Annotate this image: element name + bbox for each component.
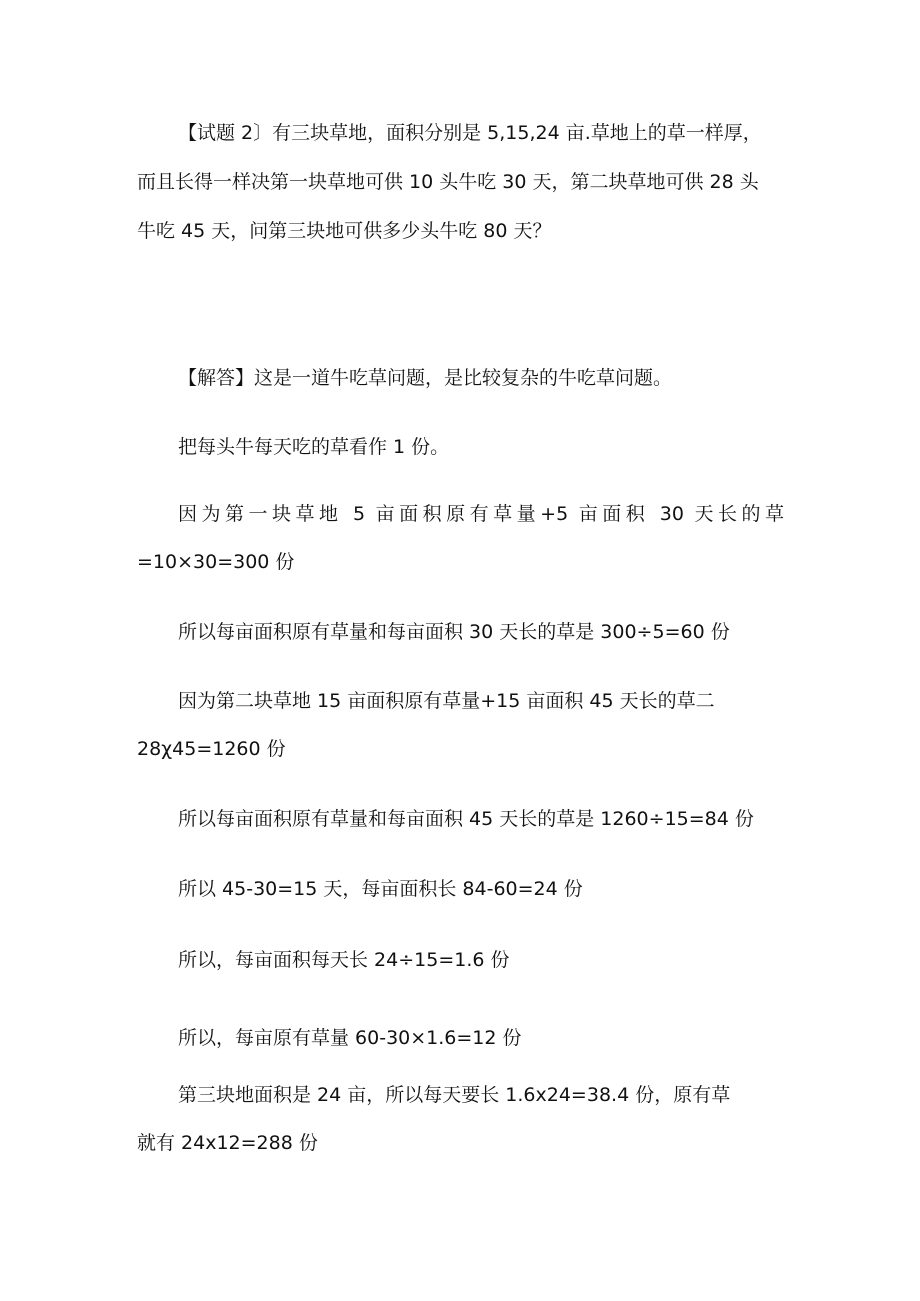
answer-step-5: 所以每亩面积原有草量和每亩面积 45 天长的草是 1260÷15=84 份 — [178, 808, 754, 830]
answer-intro: 【解答】这是一道牛吃草问题，是比较复杂的牛吃草问题。 — [178, 367, 673, 389]
answer-step-1: 把每头牛每天吃的草看作 1 份。 — [178, 436, 450, 458]
answer-step-4-line-2: 28χ45=1260 份 — [137, 738, 286, 760]
answer-step-8: 所以，每亩原有草量 60-30×1.6=12 份 — [178, 1027, 522, 1049]
answer-step-9-line-2: 就有 24x12=288 份 — [137, 1132, 318, 1154]
problem-line-1: 【试题 2〕有三块草地，面积分别是 5,15,24 亩.草地上的草一样厚， — [178, 122, 762, 144]
answer-step-6: 所以 45-30=15 天，每亩面积长 84-60=24 份 — [178, 878, 583, 900]
answer-step-2-line-1: 因为第一块草地 5 亩面积原有草量+5 亩面积 30 天长的草 — [178, 503, 784, 525]
answer-step-7: 所以，每亩面积每天长 24÷15=1.6 份 — [178, 949, 510, 971]
problem-line-2: 而且长得一样决第一块草地可供 10 头牛吃 30 天，第二块草地可供 28 头 — [137, 171, 759, 193]
answer-step-9-line-1: 第三块地面积是 24 亩，所以每天要长 1.6x24=38.4 份，原有草 — [178, 1084, 731, 1106]
answer-step-3: 所以每亩面积原有草量和每亩面积 30 天长的草是 300÷5=60 份 — [178, 621, 730, 643]
answer-step-2-line-2: =10×30=300 份 — [137, 551, 295, 573]
answer-step-4-line-1: 因为第二块草地 15 亩面积原有草量+15 亩面积 45 天长的草二 — [178, 690, 715, 712]
problem-line-3: 牛吃 45 天，问第三块地可供多少头牛吃 80 天？ — [137, 220, 552, 242]
